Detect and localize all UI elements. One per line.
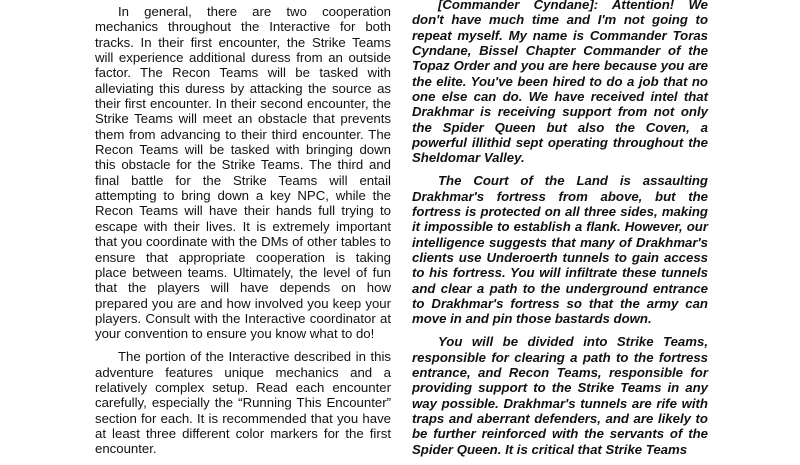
paragraph-cooperation-mechanics: In general, there are two cooperation mechanics throughout the Interactive for both tracks. In their first encounter, the Strike Teams will experience additional duress from an outside factor. The Recon Teams will be tasked with alleviating this duress by attacking the source as their first encounter. In their second encounter, the Strike Teams will meet an obstacle that prevents them from advancing to their third encounter. The Recon Teams will be tasked with bringing down this obstacle for the Strike Teams. The third and final battle for the Strike Teams will entail attempting to bring down a key NPC, while the Recon Teams will have their hands full trying to escape with their lives. It is extremely important that you coordinate with the DMs of other tables to ensure that appropriate cooperation is taking place between teams. Ultimately, the level of fun that the players will have depends on how prepared you are and how involved you keep your players. Consult with the Interactive coordinator at your convention to ensure you know what to do!: [95, 4, 391, 342]
paragraph-commander-speech: [Commander Cyndane]: Attention! We don't have much time and I'm not going to repeat myself. My name is Commander Toras Cyndane, Bissel Chapter Commander of the Topaz Order and you are here because you are the elite. You've been hired to do a job that no one else can do. We have received intel that Drakhmar is receiving support from not only the Spider Queen but also the Coven, a powerful illithid sept operating throughout the Sheldomar Valley.: [412, 0, 708, 166]
right-column-read-aloud: [412, 0, 708, 465]
paragraph-team-division: You will be divided into Strike Teams, responsible for clearing a path to the fortress entrance, and Recon Teams, responsible for providing support to the Strike Teams in any way possible. Drakhmar's tunnels are rife with traps and aberrant defenders, and are likely to be further reinforced with the servants of the Spider Queen. It is critical that Strike Teams: [412, 334, 708, 457]
paragraph-court-of-the-land: The Court of the Land is assaulting Drakhmar's fortress from above, but the fortress is protected on all three sides, making it impossible to establish a flank. However, our intelligence suggests that many of Drakhmar's clients use Underoerth tunnels to gain access to his fortress. You will infiltrate these tunnels and clear a path to the underground entrance to Drakhmar's fortress so that the army can move in and pin those bastards down.: [412, 173, 708, 327]
paragraph-interactive-portion: The portion of the Interactive described in this adventure features unique mechanics and a relatively complex setup. Read each encounter carefully, especially the “Running This Encounter” section for each. It is recommended that you have at least three different color markers for the first encounter.: [95, 349, 391, 457]
left-column: [95, 4, 391, 464]
